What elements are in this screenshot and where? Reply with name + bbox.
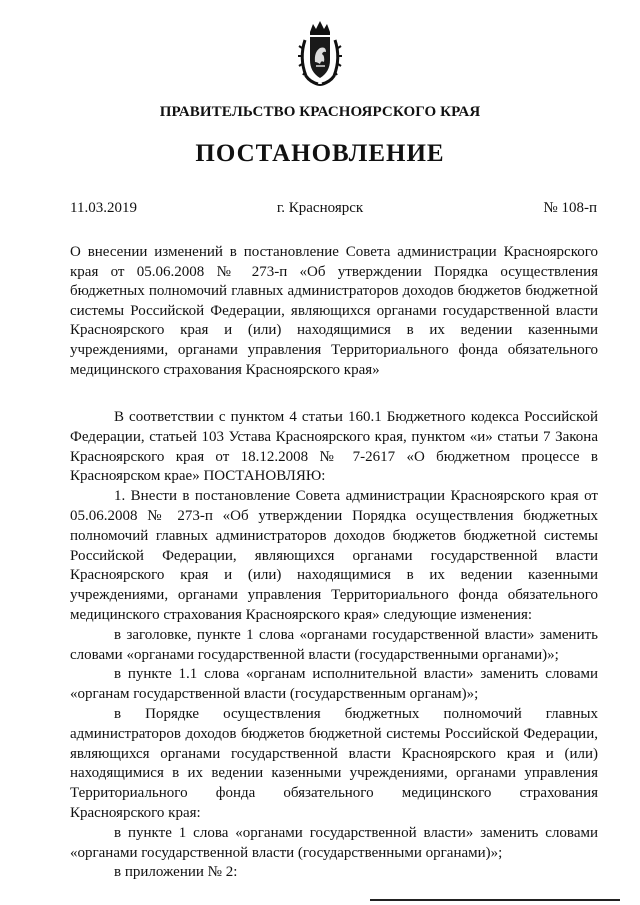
issuing-authority: ПРАВИТЕЛЬСТВО КРАСНОЯРСКОГО КРАЯ	[159, 104, 481, 120]
body-paragraph: в пункте 1 слова «органами государственной власти» заменить словами «органами государственной власти (государственными органами)»;	[70, 824, 598, 861]
coat-of-arms-icon	[296, 18, 344, 88]
body-paragraph: 1. Внести в постановление Совета администрации Красноярского края от 05.06.2008 № 273-п «Об утверждении Порядка осуществления бюджетных полномочий главных администраторов доходов бюджетов бюджетной системы Российской Федерации, являющихся органами государственной власти Красноярского края и (или) находящимися в их ведении казенными учреждениями, органами управления Территориального фонда обязательного медицинского страхования Красноярского края» следующие изменения:	[70, 488, 598, 623]
document-city: г. Красноярск	[276, 200, 364, 216]
document-number: № 108-п	[543, 200, 597, 216]
document-title: ПОСТАНОВЛЕНИЕ	[195, 140, 445, 167]
body-paragraph: в заголовке, пункте 1 слова «органами государственной власти» заменить словами «органами государственной власти (государственными органами)»;	[70, 626, 598, 663]
body-paragraph: В соответствии с пунктом 4 статьи 160.1 Бюджетного кодекса Российской Федерации, статьей 103 Устава Красноярского края, пунктом «и» статьи 7 Закона Красноярского края от 18.12.2008 № 7-2617 «О бюджетном процессе в Красноярском крае» ПОСТАНОВЛЯЮ:	[70, 409, 598, 485]
body-paragraph: в Порядке осуществления бюджетных полномочий главных администраторов доходов бюджетов бюджетной системы Российской Федерации, являющихся органами государственной власти Красноярского края и (или) находящимися в их ведении казенными учреждениями, органами управления Территориального фонда обязательного медицинского страхования Красноярского края:	[70, 705, 598, 821]
document-body	[70, 408, 598, 883]
scan-edge-line	[370, 899, 620, 901]
body-paragraph: в приложении № 2:	[114, 864, 238, 881]
body-paragraph: в пункте 1.1 слова «органам исполнительной власти» заменить словами «органам государственной власти (государственным органам)»;	[70, 666, 598, 703]
document-date: 11.03.2019	[70, 200, 137, 216]
document-subject: О внесении изменений в постановление Совета администрации Красноярского края от 05.06.2008 № 273-п «Об утверждении Порядка осуществления бюджетных полномочий главных администраторов доходов бюджетов бюджетной системы Российской Федерации, являющихся органами государственной власти Красноярского края и (или) находящимися в их ведении казенными учреждениями, органами управления Территориального фонда обязательного медицинского страхования Красноярского края»	[70, 244, 598, 378]
